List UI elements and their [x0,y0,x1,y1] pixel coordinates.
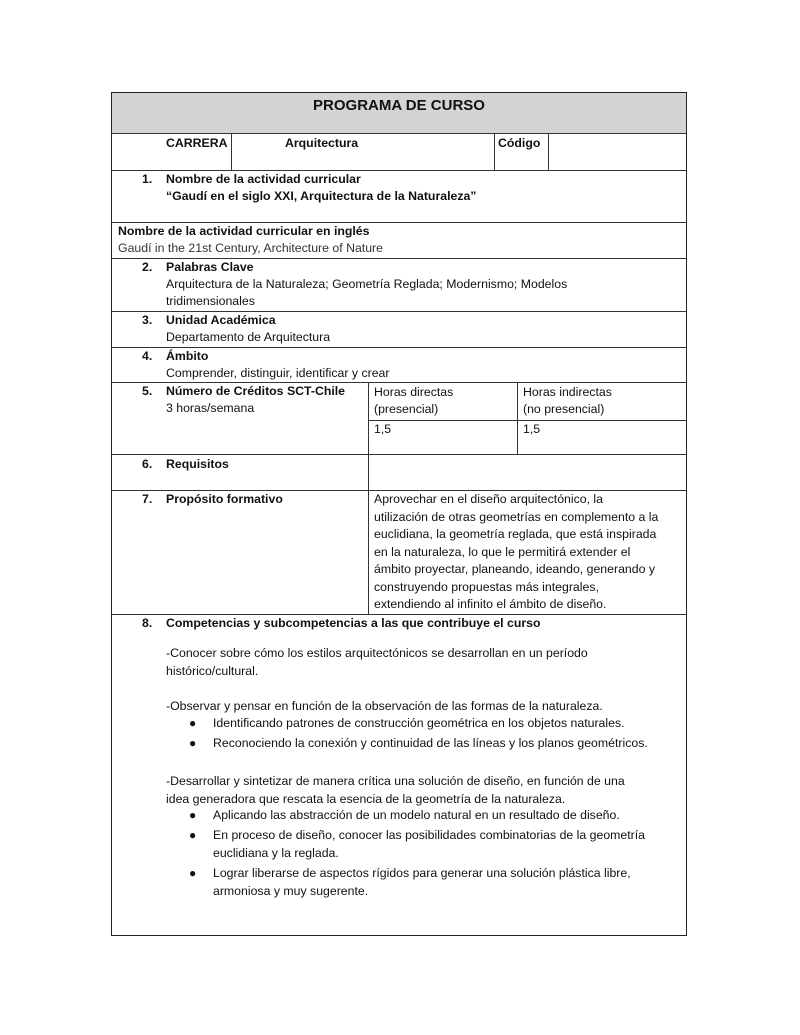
section-requirements [112,455,686,491]
career-value: Arquitectura [285,136,359,150]
scope-value: Comprender, distinguir, identificar y crear [166,366,390,380]
competency-3-bullet-2-line-2: euclidiana y la reglada. [213,845,339,860]
section-formative-purpose [112,491,686,615]
indirect-hours-label: Horas indirectas [523,385,612,399]
activity-name-value: “Gaudí en el siglo XXI, Arquitectura de la Naturaleza” [166,189,477,203]
bullet-icon: ● [189,866,197,880]
section-label: Requisitos [166,457,229,471]
code-label: Código [498,136,541,150]
english-name-value: Gaudí in the 21st Century, Architecture of Nature [118,241,383,255]
purpose-line: construyendo propuestas más integrales, [374,579,599,594]
indirect-hours-value: 1,5 [523,422,541,436]
keywords-line-2: tridimensionales [166,294,255,308]
keywords-line-1: Arquitectura de la Naturaleza; Geometría Reglada; Modernismo; Modelos [166,277,568,291]
direct-hours-label: Horas directas [374,385,454,399]
competency-3-bullet-3-line-1: Lograr liberarse de aspectos rígidos para generar una solución plástica libre, [213,866,631,880]
purpose-line: euclidiana, la geometría reglada, que está inspirada [374,527,657,541]
competency-1-line-1: -Conocer sobre cómo los estilos arquitectónicos se desarrollan en un período [166,646,588,660]
course-program-document [111,92,687,936]
competency-1-line-2: histórico/cultural. [166,663,259,678]
section-academic-unit [112,312,686,348]
direct-hours-sublabel: (presencial) [374,402,439,416]
competency-3-line-1: -Desarrollar y sintetizar de manera crítica una solución de diseño, en función de una [166,774,625,788]
purpose-line: ámbito proyectar, planeando, ideando, generando y [374,562,655,576]
academic-unit-value: Departamento de Arquitectura [166,330,331,344]
competency-2-line-1: -Observar y pensar en función de la observación de las formas de la naturaleza. [166,699,603,713]
section-number: 6. [142,457,153,471]
section-number: 1. [142,172,153,186]
bullet-icon: ● [189,716,197,730]
english-name-label: Nombre de la actividad curricular en inglés [118,224,370,238]
competency-2-bullet: Reconociendo la conexión y continuidad de las líneas y los planos geométricos. [213,736,648,750]
section-label: Número de Créditos SCT-Chile [166,384,346,398]
indirect-hours-sublabel: (no presencial) [523,402,605,416]
purpose-line: extendiendo al infinito el ámbito de diseño. [374,597,607,611]
bullet-icon: ● [189,828,197,842]
competency-3-bullet-2-line-1: En proceso de diseño, conocer las posibilidades combinatorias de la geometría [213,828,646,842]
section-number: 2. [142,260,153,274]
section-label: Nombre de la actividad curricular [166,172,361,186]
career-row [112,134,686,171]
header-row [112,93,686,134]
section-activity-name [112,171,686,223]
section-keywords [112,259,686,312]
section-credits [112,383,686,455]
purpose-line: Aprovechar en el diseño arquitectónico, la [374,492,603,506]
page-title: PROGRAMA DE CURSO [313,97,485,114]
purpose-line: utilización de otras geometrías en complemento a la [374,509,659,524]
section-number: 4. [142,349,153,363]
competency-3-bullet-1: Aplicando las abstracción de un modelo natural en un resultado de diseño. [213,808,620,822]
competency-2-bullet: Identificando patrones de construcción geométrica en los objetos naturales. [213,716,625,730]
section-label: Unidad Académica [166,313,276,327]
credits-value: 3 horas/semana [166,401,255,415]
section-competencies [112,615,686,935]
section-number: 8. [142,616,153,630]
competency-3-line-2: idea generadora que rescata la esencia de la geometría de la naturaleza. [166,791,566,806]
section-scope [112,348,686,383]
purpose-line: en la naturaleza, lo que le permitirá extender el [374,544,631,559]
section-number: 7. [142,492,153,506]
competency-3-bullet-3-line-2: armoniosa y muy sugerente. [213,883,369,898]
bullet-icon: ● [189,736,197,750]
section-label: Ámbito [166,349,209,363]
section-number: 5. [142,384,153,398]
section-label: Palabras Clave [166,260,254,274]
career-label: CARRERA [166,136,228,150]
bullet-icon: ● [189,808,197,822]
section-label: Competencias y subcompetencias a las que contribuye el curso [166,616,541,630]
section-english-name [112,223,686,259]
section-label: Propósito formativo [166,492,283,506]
direct-hours-value: 1,5 [374,422,392,436]
section-number: 3. [142,313,153,327]
